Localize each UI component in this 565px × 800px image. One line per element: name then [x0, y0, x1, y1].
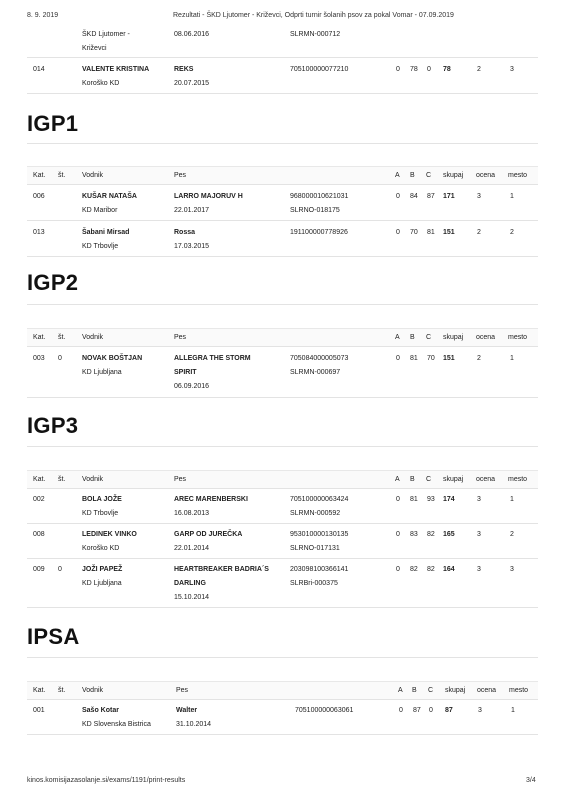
cell-total: 174: [443, 496, 455, 503]
section-rule: [27, 143, 538, 144]
cell-b: 81: [410, 496, 418, 503]
cell-kat: 014: [33, 66, 45, 73]
cell-c: 0: [427, 66, 431, 73]
cell-handler-club: KD Ljubljana: [82, 580, 122, 587]
carry-dog-date: 08.06.2016: [174, 31, 210, 38]
cell-reg: SLRBri-000375: [290, 580, 338, 587]
cell-handler-name: JOŽI PAPEŽ: [82, 566, 123, 573]
cell-a: 0: [396, 193, 400, 200]
col-b: B: [410, 476, 415, 483]
cell-c: 81: [427, 229, 435, 236]
cell-chip: 203098100366141: [290, 566, 349, 573]
cell-dog-date: 31.10.2014: [176, 721, 212, 728]
cell-a: 0: [396, 496, 400, 503]
section-title-igp3: IGP3: [27, 413, 79, 438]
row-divider: [27, 256, 538, 257]
cell-grade: 3: [477, 566, 481, 573]
cell-a: 0: [396, 66, 400, 73]
cell-st: 0: [58, 355, 62, 362]
col-c: C: [428, 687, 434, 694]
col-b: B: [410, 334, 415, 341]
col-a: A: [395, 172, 400, 179]
cell-dog-name: LARRO MAJORUV H: [174, 193, 243, 200]
row-divider: [27, 558, 538, 559]
cell-dog-date: 06.09.2016: [174, 383, 210, 390]
print-url: kinos.komisijazasolanje.si/exams/1191/print-results: [27, 777, 186, 784]
cell-place: 1: [510, 193, 514, 200]
cell-kat: 003: [33, 355, 45, 362]
col-mesto: mesto: [508, 334, 528, 341]
cell-kat: 001: [33, 707, 45, 714]
cell-handler-club: KD Maribor: [82, 207, 118, 214]
cell-b: 81: [410, 355, 418, 362]
cell-handler-club: KD Trbovlje: [82, 510, 119, 517]
cell-place: 3: [510, 66, 514, 73]
cell-handler-club: KD Ljubljana: [82, 369, 122, 376]
cell-dog-name: AREC MARENBERSKI: [174, 496, 248, 503]
cell-b: 78: [410, 66, 418, 73]
cell-b: 84: [410, 193, 418, 200]
cell-b: 83: [410, 531, 418, 538]
cell-dog-name: HEARTBREAKER BADRIA´S: [174, 566, 269, 573]
section-rule: [27, 304, 538, 305]
col-pes: Pes: [176, 687, 189, 694]
col-vodnik: Vodnik: [82, 687, 104, 694]
print-title: Rezultati - ŠKD Ljutomer - Križevci, Odprti turnir šolanih psov za pokal Vomar - 07.09.2019: [173, 12, 454, 19]
cell-total: 164: [443, 566, 455, 573]
carry-club-line2: Križevci: [82, 45, 107, 52]
cell-total: 171: [443, 193, 455, 200]
header-top-rule: [27, 166, 538, 167]
cell-place: 1: [511, 707, 515, 714]
col-c: C: [426, 172, 432, 179]
col-skupaj: skupaj: [443, 172, 464, 179]
cell-dog-name: ALLEGRA THE STORM: [174, 355, 251, 362]
section-title-igp1: IGP1: [27, 111, 79, 136]
row-divider: [27, 397, 538, 398]
cell-grade: 3: [477, 496, 481, 503]
section-rule: [27, 657, 538, 658]
cell-st: 0: [58, 566, 62, 573]
cell-chip: 705084000005073: [290, 355, 349, 362]
cell-dog-name-line2: DARLING: [174, 580, 206, 587]
col-skupaj: skupaj: [443, 476, 464, 483]
col-vodnik: Vodnik: [82, 172, 104, 179]
cell-grade: 3: [478, 707, 482, 714]
cell-reg: SLRNO-018175: [290, 207, 340, 214]
col-pes: Pes: [174, 476, 187, 483]
cell-kat: 008: [33, 531, 45, 538]
col-vodnik: Vodnik: [82, 476, 104, 483]
cell-b: 87: [413, 707, 421, 714]
cell-handler-name: NOVAK BOŠTJAN: [82, 355, 143, 362]
col-pes: Pes: [174, 334, 187, 341]
row-divider: [27, 734, 538, 735]
col-a: A: [398, 687, 403, 694]
cell-chip: 968000010621031: [290, 193, 349, 200]
header-bottom-rule: [27, 184, 538, 185]
print-date: 8. 9. 2019: [27, 12, 59, 19]
cell-a: 0: [396, 531, 400, 538]
header-top-rule: [27, 470, 538, 471]
cell-b: 82: [410, 566, 418, 573]
cell-dog-name: REKS: [174, 66, 194, 73]
cell-dog-date: 17.03.2015: [174, 243, 210, 250]
cell-handler-name: LEDINEK VINKO: [82, 531, 137, 538]
cell-place: 2: [510, 229, 514, 236]
cell-dog-date: 15.10.2014: [174, 594, 210, 601]
cell-total: 151: [443, 229, 455, 236]
cell-c: 93: [427, 496, 435, 503]
col-st: št.: [58, 476, 66, 483]
cell-grade: 2: [477, 66, 481, 73]
section-title-ipsa: IPSA: [27, 624, 80, 649]
cell-a: 0: [399, 707, 403, 714]
col-pes: Pes: [174, 172, 187, 179]
col-b: B: [410, 172, 415, 179]
cell-kat: 002: [33, 496, 45, 503]
cell-grade: 3: [477, 193, 481, 200]
header-bottom-rule: [27, 346, 538, 347]
cell-dog-date: 16.08.2013: [174, 510, 210, 517]
cell-kat: 006: [33, 193, 45, 200]
row-divider: [27, 93, 538, 94]
row-divider: [27, 607, 538, 608]
col-st: št.: [58, 334, 66, 341]
row-divider: [27, 220, 538, 221]
col-c: C: [426, 334, 432, 341]
col-mesto: mesto: [509, 687, 529, 694]
col-vodnik: Vodnik: [82, 334, 104, 341]
cell-c: 82: [427, 531, 435, 538]
col-st: št.: [58, 172, 66, 179]
cell-reg: SLRMN-000592: [290, 510, 341, 517]
col-ocena: ocena: [477, 687, 497, 694]
cell-c: 0: [429, 707, 433, 714]
col-skupaj: skupaj: [445, 687, 466, 694]
cell-handler-name: KUŠAR NATAŠA: [82, 193, 137, 200]
col-skupaj: skupaj: [443, 334, 464, 341]
cell-dog-name: Walter: [176, 707, 198, 714]
cell-c: 82: [427, 566, 435, 573]
header-bottom-rule: [27, 488, 538, 489]
cell-a: 0: [396, 566, 400, 573]
col-st: št.: [58, 687, 66, 694]
cell-place: 3: [510, 566, 514, 573]
cell-handler-name: Šabani Mirsad: [82, 229, 130, 236]
cell-dog-name: Rossa: [174, 229, 196, 236]
row-divider: [27, 57, 538, 58]
col-kat: Kat.: [33, 476, 46, 483]
cell-dog-name-line2: SPIRIT: [174, 369, 197, 376]
cell-chip: 705100000063061: [295, 707, 354, 714]
cell-grade: 2: [477, 355, 481, 362]
cell-kat: 009: [33, 566, 45, 573]
col-a: A: [395, 334, 400, 341]
cell-total: 165: [443, 531, 455, 538]
col-ocena: ocena: [476, 476, 496, 483]
col-a: A: [395, 476, 400, 483]
section-title-igp2: IGP2: [27, 270, 79, 295]
cell-reg: SLRNO-017131: [290, 545, 340, 552]
cell-total: 151: [443, 355, 455, 362]
cell-handler-club: KD Slovenska Bistrica: [82, 721, 151, 728]
cell-chip: 705100000077210: [290, 66, 349, 73]
cell-dog-date: 22.01.2014: [174, 545, 210, 552]
cell-kat: 013: [33, 229, 45, 236]
cell-a: 0: [396, 229, 400, 236]
carry-club-line1: ŠKD Ljutomer -: [82, 31, 130, 38]
col-mesto: mesto: [508, 172, 528, 179]
cell-place: 2: [510, 531, 514, 538]
cell-place: 1: [510, 355, 514, 362]
col-mesto: mesto: [508, 476, 528, 483]
cell-a: 0: [396, 355, 400, 362]
cell-handler-name: Sašo Kotar: [82, 707, 119, 714]
header-bottom-rule: [27, 699, 538, 700]
col-ocena: ocena: [476, 334, 496, 341]
cell-chip: 953010000130135: [290, 531, 349, 538]
cell-chip: 191100000778926: [290, 229, 348, 236]
col-ocena: ocena: [476, 172, 496, 179]
cell-b: 70: [410, 229, 418, 236]
col-b: B: [412, 687, 417, 694]
cell-dog-name: GARP OD JUREČKA: [174, 531, 243, 538]
cell-place: 1: [510, 496, 514, 503]
cell-handler-club: KD Trbovlje: [82, 243, 119, 250]
row-divider: [27, 523, 538, 524]
cell-dog-date: 22.01.2017: [174, 207, 210, 214]
col-kat: Kat.: [33, 687, 46, 694]
header-top-rule: [27, 681, 538, 682]
cell-grade: 3: [477, 531, 481, 538]
cell-c: 87: [427, 193, 435, 200]
cell-total: 87: [445, 707, 453, 714]
header-top-rule: [27, 328, 538, 329]
cell-chip: 705100000063424: [290, 496, 349, 503]
cell-dog-date: 20.07.2015: [174, 80, 210, 87]
carry-dog-reg: SLRMN-000712: [290, 31, 341, 38]
col-kat: Kat.: [33, 172, 46, 179]
cell-handler-club: Koroško KD: [82, 80, 120, 87]
col-c: C: [426, 476, 432, 483]
cell-total: 78: [443, 66, 451, 73]
section-rule: [27, 446, 538, 447]
cell-reg: SLRMN-000697: [290, 369, 341, 376]
cell-grade: 2: [477, 229, 481, 236]
page-number: 3/4: [526, 777, 536, 784]
cell-handler-name: BOLA JOŽE: [82, 496, 122, 503]
cell-handler-club: Koroško KD: [82, 545, 120, 552]
col-kat: Kat.: [33, 334, 46, 341]
cell-handler-name: VALENTE KRISTINA: [82, 66, 150, 73]
cell-c: 70: [427, 355, 435, 362]
